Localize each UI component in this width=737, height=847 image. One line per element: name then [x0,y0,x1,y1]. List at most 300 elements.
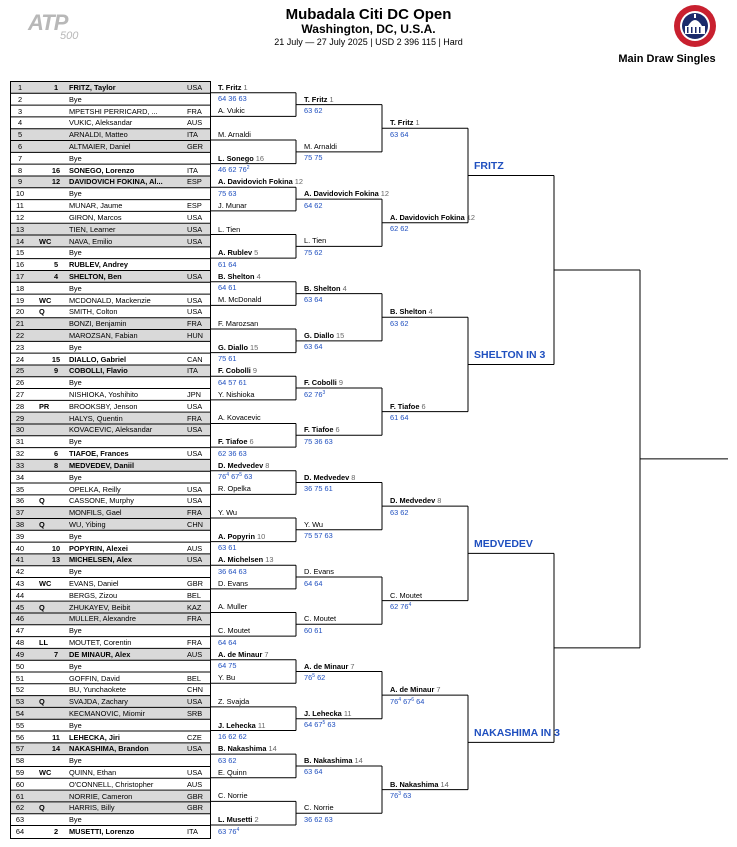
player-country: BEL [187,673,201,683]
r3-player [304,802,334,813]
sf-qualifier-label: NAKASHIMA IN 3 [474,727,560,740]
player-country: USA [187,484,203,494]
player-name: HALYS, Quentin [69,413,123,423]
player-country: USA [187,555,203,565]
player-number: 11 [16,201,24,211]
r1-score [218,259,237,270]
set-score: 63 [325,720,336,730]
slot-player-name: F. Tiafoe [218,437,248,447]
set-score: 76 [218,472,227,482]
player-country: ITA [187,165,198,175]
r2-player [218,176,303,187]
player-name: Bye [69,661,82,671]
player-number: 23 [15,342,25,352]
r2-player [218,224,240,235]
player-name: Bye [69,342,82,352]
r3-player [304,566,334,577]
player-number: 59 [15,767,25,777]
r2-score [304,200,323,211]
slot-player-name: G. Diallo [218,342,248,352]
player-country: USA [187,401,203,411]
player-seed: 8 [53,460,59,470]
set-score: 62 76 [390,602,409,612]
tiebreak-score: 5 [239,472,243,479]
r1-score [218,282,237,293]
slot-player-name: D. Medvedev [304,472,350,482]
set-score: 63 64 [304,295,323,305]
r2-player [218,365,257,376]
r2-player [218,507,237,518]
r2-player [218,342,258,353]
player-number: 27 [15,390,25,400]
player-name: Bye [69,437,82,447]
player-country: CHN [187,685,204,695]
player-country: USA [187,767,203,777]
r2-player [218,389,254,400]
player-number: 10 [15,189,25,199]
player-name: NAVA, Emilio [69,236,113,246]
slot-seed: 6 [419,401,426,411]
sf-qualifier-label: FRITZ [474,160,504,173]
player-country: KAZ [187,602,202,612]
player-entry: Q [39,496,45,506]
tiebreak-score: 5 [322,720,326,727]
player-country: FRA [187,638,202,648]
player-number: 64 [15,827,25,837]
slot-seed: 11 [341,708,352,718]
r2-player [218,247,258,258]
r2-score [304,814,333,825]
slot-seed: 6 [247,437,254,447]
slot-player-name: C. Moutet [304,614,337,624]
r2-player [218,412,261,423]
r2-score [304,294,323,305]
slot-seed: 4 [426,307,433,317]
slot-seed: 7 [434,685,441,695]
r1-score [218,93,247,104]
player-country: USA [187,236,203,246]
player-number: 61 [15,791,25,801]
player-number: 4 [17,118,23,128]
player-seed: 11 [52,732,60,742]
player-number: 33 [15,460,25,470]
player-name: RUBLEV, Andrey [69,260,129,270]
player-number: 54 [15,708,25,718]
r3-player [304,424,340,435]
player-number: 44 [15,590,25,600]
player-country: ITA [187,366,198,376]
player-name: BU, Yunchaokete [69,685,126,695]
player-name: Bye [69,567,82,577]
r1-score [218,755,237,766]
slot-seed: 14 [438,779,449,789]
player-seed: 13 [51,555,61,565]
player-number: 41 [15,555,25,565]
set-score: 36 62 63 [304,814,333,824]
slot-seed: 1 [327,94,334,104]
player-country: GER [187,142,204,152]
player-name: QUINN, Ethan [69,767,117,777]
player-entry: WC [39,295,52,305]
player-number: 46 [15,614,25,624]
player-country: USA [187,307,203,317]
slot-seed: 9 [250,366,258,376]
player-number: 12 [15,212,25,222]
set-score: 63 62 [390,318,409,328]
player-country: SRB [187,708,203,718]
player-country: CAN [187,354,203,364]
player-number: 36 [15,496,25,506]
player-number: 20 [15,307,25,317]
r3-player [304,472,355,483]
slot-player-name: A. Muller [218,602,248,612]
set-score: 75 75 [304,153,323,163]
qf-player [390,779,449,790]
player-country: ESP [187,201,202,211]
r2-player [218,271,261,282]
player-entry: Q [39,697,45,707]
slot-seed: 5 [252,248,259,258]
player-name: KOVACEVIC, Aleksandar [69,425,153,435]
player-name: MCDONALD, Mackenzie [69,295,151,305]
r3-player [304,94,334,105]
player-number: 15 [15,248,25,258]
slot-player-name: T. Fritz [218,82,242,92]
player-number: 50 [15,661,25,671]
r3-score [390,696,424,707]
player-entry: Q [39,307,45,317]
player-name: MEDVEDEV, Daniil [69,460,135,470]
player-entry: WC [39,236,52,246]
slot-player-name: B. Shelton [304,283,341,293]
player-number: 26 [15,378,25,388]
player-number: 8 [17,165,23,175]
player-seed: 7 [53,649,59,659]
set-score: 67 [401,696,412,706]
r1-score [218,542,237,553]
player-seed: 14 [51,744,61,754]
player-number: 49 [15,649,25,659]
player-name: MICHELSEN, Alex [69,555,132,565]
player-entry: Q [39,519,45,529]
set-score: 63 [401,791,412,801]
player-name: NAKASHIMA, Brandon [69,744,149,754]
slot-player-name: D. Evans [218,578,248,588]
slot-player-name: D. Medvedev [390,496,436,506]
player-number: 28 [15,401,25,411]
slot-player-name: L. Musetti [218,815,253,825]
player-country: USA [187,224,203,234]
slot-player-name: A. Michelsen [218,555,264,565]
player-country: USA [187,83,203,92]
slot-seed: 10 [254,531,266,541]
player-number: 5 [17,130,23,140]
player-name: NISHIOKA, Yoshihito [69,390,139,400]
slot-seed: 4 [340,283,347,293]
slot-player-name: A. de Minaur [390,685,435,695]
player-entry: WC [39,579,52,589]
r2-player [218,696,249,707]
player-name: Bye [69,815,82,825]
player-country: ITA [187,827,198,837]
r3-score [390,507,409,518]
player-name: TIEN, Learner [69,224,116,234]
set-score: 64 75 [218,661,237,671]
player-number: 40 [15,543,25,553]
tiebreak-score: 3 [398,791,402,798]
player-seed: 5 [53,260,59,270]
slot-player-name: L. Sonego [218,153,254,163]
player-country: AUS [187,118,203,128]
player-number: 6 [17,142,23,152]
slot-seed: 12 [464,212,476,222]
r2-player [218,578,248,589]
slot-player-name: A. Davidovich Fokina [390,212,465,222]
sf-qualifier-label: SHELTON IN 3 [474,349,546,362]
slot-seed: 15 [333,330,345,340]
r3-score [390,318,409,329]
player-number: 25 [15,366,25,376]
player-country: AUS [187,543,203,553]
player-seed: 10 [51,543,61,553]
player-name: NORRIE, Cameron [69,791,133,801]
player-country: FRA [187,614,202,624]
qf-player [390,590,422,601]
player-country: AUS [187,779,203,789]
player-name: Bye [69,189,82,199]
r1-score [218,188,237,199]
slot-player-name: A. Rublev [218,248,253,258]
tiebreak-score: 4 [408,602,412,609]
r2-player [218,318,258,329]
set-score: 62 36 63 [218,448,247,458]
slot-player-name: T. Fritz [304,94,328,104]
player-number: 37 [15,508,25,518]
player-number: 35 [15,484,25,494]
player-country: BEL [187,590,201,600]
sf-qualifier-label: MEDVEDEV [474,538,533,551]
set-score: 46 62 76 [218,165,247,175]
player-entry: PR [39,401,50,411]
set-score: 67 [229,472,240,482]
player-number: 18 [15,283,25,293]
player-country: GBR [187,791,204,801]
player-name: DAVIDOVICH FOKINA, Al... [69,177,163,187]
slot-player-name: B. Nakashima [218,744,267,754]
slot-player-name: M. McDonald [218,295,262,305]
r3-player [304,235,326,246]
player-name: WU, Yibing [69,519,106,529]
player-number: 60 [15,779,25,789]
slot-player-name: E. Quinn [218,767,247,777]
slot-player-name: C. Norrie [218,791,248,801]
player-entry: Q [39,602,45,612]
player-name: MPETSHI PERRICARD, ... [69,106,158,116]
player-name: VUKIC, Aleksandar [69,118,133,128]
player-country: GBR [187,579,204,589]
slot-player-name: M. Arnaldi [218,130,251,140]
r2-player [218,601,247,612]
player-seed: 2 [53,827,59,837]
slot-player-name: T. Fritz [390,118,414,128]
atp-tier-text: 500 [60,30,79,42]
player-name: MULLER, Alexandre [69,614,136,624]
set-score: 60 61 [304,625,323,635]
r3-score [390,223,409,234]
player-name: DE MINAUR, Alex [69,649,131,659]
player-name: Bye [69,626,82,636]
player-number: 38 [15,519,25,529]
slot-player-name: L. Tien [218,224,241,234]
r3-player [304,519,323,530]
player-name: Bye [69,756,82,766]
player-seed: 6 [53,449,59,459]
set-score: 64 67 [304,720,323,730]
set-score: 75 57 63 [304,531,333,541]
slot-player-name: J. Lehecka [218,720,256,730]
slot-player-name: D. Evans [304,567,334,577]
player-name: Bye [69,472,82,482]
player-name: O'CONNELL, Christopher [69,779,154,789]
slot-player-name: F. Cobolli [304,378,337,388]
r1-score [218,566,247,577]
player-number: 9 [17,177,23,187]
player-number: 32 [15,449,25,459]
player-number: 56 [15,732,25,742]
player-number: 34 [15,472,25,482]
slot-seed: 2 [252,815,259,825]
qf-player [390,117,420,128]
player-name: SONEGO, Lorenzo [69,165,135,175]
player-name: OPELKA, Reilly [69,484,121,494]
r3-score [390,129,409,140]
player-name: MOUTET, Corentin [69,638,132,648]
player-country: CHN [187,519,204,529]
slot-seed: 11 [255,720,266,730]
qf-player [390,401,426,412]
player-name: BONZI, Benjamin [69,319,127,329]
player-country: AUS [187,649,203,659]
player-number: 21 [15,319,25,329]
player-name: MUSETTI, Lorenzo [69,827,135,837]
player-number: 62 [15,803,25,813]
r2-player [218,649,269,660]
player-country: USA [187,212,203,222]
player-number: 1 [17,83,23,92]
r2-score [304,530,333,541]
set-score: 64 57 61 [218,377,247,387]
player-name: MAROZSAN, Fabian [69,331,138,340]
player-number: 16 [15,260,25,270]
set-score: 64 62 [304,200,323,210]
player-number: 30 [15,425,25,435]
r2-score [304,152,323,163]
player-number: 3 [17,106,23,116]
slot-player-name: G. Diallo [304,330,334,340]
r2-player [218,814,259,825]
player-seed: 16 [51,165,61,175]
r3-player [304,755,363,766]
player-number: 48 [15,638,25,648]
r3-player [304,330,344,341]
slot-player-name: F. Tiafoe [390,401,420,411]
player-name: BERGS, Zizou [69,590,118,600]
slot-seed: 14 [266,744,277,754]
slot-seed: 7 [348,661,355,671]
player-number: 47 [15,626,25,636]
slot-player-name: D. Medvedev [218,460,264,470]
set-score: 63 64 [304,767,323,777]
r3-player [304,377,343,388]
player-name: TIAFOE, Frances [69,449,129,459]
player-name: Bye [69,153,82,163]
player-country: FRA [187,508,202,518]
player-number: 24 [15,354,25,364]
player-name: CASSONE, Murphy [69,496,134,506]
r2-player [218,720,266,731]
player-country: FRA [187,413,202,423]
r2-score [304,625,323,636]
player-name: KECMANOVIC, Miomir [69,708,145,718]
player-country: GBR [187,803,204,813]
r1-score [218,731,247,742]
player-number: 63 [15,815,25,825]
slot-player-name: B. Nakashima [304,755,353,765]
slot-seed: 13 [263,555,274,565]
player-name: POPYRIN, Alexei [69,543,128,553]
qf-player [390,306,433,317]
set-score: 64 36 63 [218,94,247,104]
player-country: CZE [187,732,202,742]
player-number: 52 [15,685,25,695]
r2-player [218,105,245,116]
slot-seed: 12 [378,189,390,199]
player-name: LEHECKA, Jiri [69,732,120,742]
r3-player [304,141,337,152]
player-name: GIRON, Marcos [69,212,122,222]
r1-score [218,448,247,459]
tiebreak-score: 4 [398,696,402,703]
set-score: 61 64 [390,413,409,423]
slot-seed: 8 [263,460,270,470]
tournament-title: Mubadala Citi DC Open [285,6,452,23]
player-entry: WC [39,767,52,777]
player-number: 19 [15,295,25,305]
r2-player [218,294,262,305]
slot-player-name: Z. Svajda [218,696,250,706]
player-name: Bye [69,94,82,104]
set-score: 64 64 [218,637,237,647]
r2-score [304,719,336,730]
slot-seed: 4 [254,271,261,281]
r2-score [304,766,323,777]
r2-player [218,436,254,447]
r2-player [218,82,248,93]
player-country: USA [187,295,203,305]
player-name: DIALLO, Gabriel [69,354,127,364]
r3-score [390,790,411,801]
slot-player-name: J. Lehecka [304,708,342,718]
slot-seed: 9 [336,378,344,388]
player-seed: 12 [51,177,61,187]
player-name: MUNAR, Jaume [69,201,123,211]
player-name: Bye [69,531,82,541]
slot-player-name: Y. Bu [218,673,236,683]
slot-seed: 14 [352,755,363,765]
set-score: 62 76 [304,389,323,399]
r2-player [218,554,273,565]
set-score: 63 [242,472,253,482]
